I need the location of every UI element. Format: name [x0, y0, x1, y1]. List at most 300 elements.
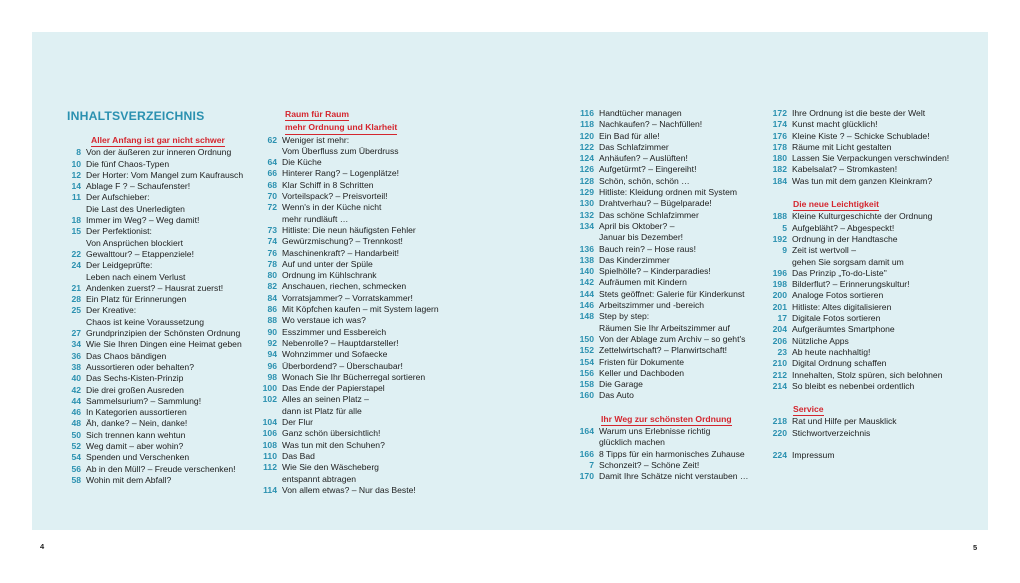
toc-entry-text: Das Ende der Papierstapel [282, 383, 385, 394]
toc-entry-text: Kleine Kulturgeschichte der Ordnung [792, 211, 933, 222]
toc-entry [765, 257, 949, 268]
toc-entry-text: Das Sechs-Kisten-Prinzip [86, 373, 184, 384]
toc-entry [261, 259, 439, 270]
toc-entry-text: Ihre Ordnung ist die beste der Welt [792, 108, 926, 118]
toc-entry-text: Spenden und Verschenken [86, 452, 190, 463]
toc-page-number: 164 [579, 426, 594, 437]
page-number-left: 4 [40, 542, 45, 551]
toc-page-number: 152 [579, 345, 594, 356]
toc-entry [67, 339, 243, 350]
toc-page-number: 86 [267, 304, 277, 315]
toc-entry [261, 293, 439, 304]
toc-entry-text: Die Küche [282, 157, 322, 168]
toc-entry-text: Die drei großen Ausreden [86, 384, 184, 395]
toc-entry [261, 406, 439, 417]
toc-entry [261, 191, 439, 202]
toc-entry-text: Das Auto [599, 390, 634, 401]
toc-page-number: 100 [262, 383, 277, 394]
section-heading [67, 135, 243, 147]
toc-entry-text: Nebenrolle? – Hauptdarsteller! [282, 337, 399, 348]
toc-entry [261, 168, 439, 179]
toc-page-number: 73 [267, 224, 277, 235]
toc-page-number: 204 [772, 324, 787, 335]
toc-page-number: 200 [772, 290, 787, 301]
toc-entry-text: Impressum [792, 450, 835, 461]
toc-entry [261, 214, 439, 225]
toc-page-number: 118 [580, 119, 594, 130]
toc-entry [765, 416, 949, 427]
toc-entry [765, 324, 949, 335]
toc-entry-text: Wo verstaue ich was? [282, 315, 366, 326]
toc-page-number: 138 [579, 254, 594, 265]
toc-entry-text: Das Schlafzimmer [599, 141, 669, 152]
toc-page-number: 98 [267, 371, 277, 382]
toc-entry [67, 215, 243, 226]
toc-entry [261, 338, 439, 349]
toc-entry [765, 153, 949, 164]
toc-entry-text: Ganz schön übersichtlich! [282, 428, 381, 439]
toc-entry-text: Januar bis Dezember! [599, 232, 684, 243]
toc-entry-text: entspannt abtragen [282, 473, 357, 484]
toc-entry [261, 349, 439, 360]
toc-spacer [568, 402, 749, 413]
toc-entry-text: Der Kreative: [86, 305, 137, 316]
toc-entry-text: Die Garage [599, 379, 643, 390]
toc-entry-text: Wohin mit dem Abfall? [86, 474, 172, 485]
toc-entry-text: Auf und unter der Spüle [282, 258, 373, 269]
toc-entry-text: Gewalttour? – Etappenziele! [86, 248, 194, 259]
toc-entry [67, 475, 243, 486]
toc-entry-text: Anschauen, riechen, schmecken [282, 281, 407, 292]
toc-page-number: 210 [772, 358, 787, 369]
toc-page-number: 116 [580, 108, 594, 118]
toc-page-number: 156 [579, 367, 594, 378]
toc-page-number: 224 [772, 450, 787, 461]
toc-page-number: 56 [71, 463, 81, 474]
toc-page-number: 140 [579, 266, 594, 277]
toc-entry-text: Bauch rein? – Hose raus! [599, 243, 696, 254]
toc-page-number: 144 [579, 288, 594, 299]
toc-page-number: 196 [772, 267, 787, 278]
toc-page-number: 50 [71, 429, 81, 440]
toc-entry-text: Digital Ordnung schaffen [792, 358, 887, 369]
toc-entry-text: Aufgetürmt? – Eingereiht! [599, 164, 697, 175]
toc-page-number: 74 [267, 236, 277, 247]
toc-page-number: 21 [71, 282, 81, 293]
toc-page-number: 218 [772, 416, 787, 427]
toc-column-3 [568, 108, 749, 483]
toc-entry [568, 390, 749, 401]
toc-entry-text: gehen Sie sorgsam damit um [792, 256, 904, 267]
toc-page-number: 12 [71, 169, 81, 180]
toc-page-number: 27 [71, 328, 81, 339]
toc-spacer [765, 187, 949, 198]
toc-page-number: 108 [262, 439, 277, 450]
toc-entry [261, 451, 439, 462]
toc-entry [67, 418, 243, 429]
toc-entry-text: Kunst macht glücklich! [792, 119, 878, 130]
toc-page-number: 17 [777, 313, 787, 324]
toc-entry [67, 260, 243, 271]
toc-entry [765, 336, 949, 347]
toc-entry [765, 131, 949, 142]
toc-entry-text: Sich trennen kann wehtun [86, 429, 186, 440]
toc-page-number: 23 [777, 346, 787, 357]
toc-entry [67, 249, 243, 260]
toc-entry [261, 383, 439, 394]
toc-page-number: 158 [579, 379, 594, 390]
toc-entry [765, 108, 949, 119]
toc-entry [765, 302, 949, 313]
section-heading-text: Die neue Leichtigkeit [793, 199, 879, 211]
toc-entry [568, 311, 749, 322]
toc-entry-text: Lassen Sie Verpackungen verschwinden! [792, 153, 950, 164]
toc-page-number: 184 [772, 175, 787, 186]
toc-entry-text: Sammelsurium? – Sammlung! [86, 395, 202, 406]
toc-entry-text: Räume mit Licht gestalten [792, 141, 892, 152]
toc-page-number: 124 [579, 153, 594, 164]
toc-page-number: 15 [71, 226, 81, 237]
toc-entry-text: Klar Schiff in 8 Schritten [282, 179, 374, 190]
toc-entry-text: Was tun mit den Schuhen? [282, 439, 385, 450]
toc-page-number: 104 [262, 417, 277, 428]
toc-entry [568, 131, 749, 142]
toc-page-number: 24 [71, 260, 81, 271]
toc-entry-text: Was tun mit dem ganzen Kleinkram? [792, 175, 933, 186]
toc-entry-text: Aussortieren oder behalten? [86, 361, 194, 372]
toc-spacer [765, 439, 949, 450]
toc-entry-text: Das Prinzip „To-do-Liste" [792, 267, 887, 278]
toc-page-number: 38 [71, 361, 81, 372]
toc-entry [568, 187, 749, 198]
toc-entry [568, 153, 749, 164]
toc-entry-text: Die fünf Chaos-Typen [86, 158, 170, 169]
toc-entry [261, 440, 439, 451]
toc-entry [67, 238, 243, 249]
toc-entry-text: Wie Sie den Wäscheberg [282, 462, 379, 473]
section-heading-text: mehr Ordnung und Klarheit [285, 122, 397, 134]
toc-page-number: 36 [71, 350, 81, 361]
toc-page-number: 136 [579, 243, 594, 254]
toc-page-number: 129 [579, 187, 594, 198]
toc-entry-text: Stichwortverzeichnis [792, 427, 871, 438]
toc-entry [67, 328, 243, 339]
toc-entry [261, 462, 439, 473]
toc-entry-text: Bilderflut? – Erinnerungskultur! [792, 279, 910, 290]
toc-page-number: 58 [71, 474, 81, 485]
toc-entry-text: Keller und Dachboden [599, 367, 685, 378]
toc-entry [568, 232, 749, 243]
toc-entry [568, 244, 749, 255]
toc-entry [765, 290, 949, 301]
toc-entry [261, 225, 439, 236]
toc-page-number: 150 [579, 333, 594, 344]
toc-entry [261, 146, 439, 157]
toc-entry [67, 294, 243, 305]
toc-page-number: 114 [263, 484, 277, 495]
toc-entry [568, 471, 749, 482]
toc-entry [261, 315, 439, 326]
toc-entry [67, 385, 243, 396]
toc-entry-text: Warum uns Erlebnisse richtig [599, 426, 711, 437]
toc-page-number: 72 [267, 202, 277, 213]
toc-entry-text: Das Chaos bändigen [86, 350, 167, 361]
toc-entry [67, 351, 243, 362]
toc-page-number: 14 [71, 181, 81, 192]
toc-page-number: 78 [267, 258, 277, 269]
toc-page-number: 176 [772, 130, 787, 141]
toc-entry [67, 170, 243, 181]
toc-page-number: 5 [782, 222, 787, 233]
toc-entry [261, 135, 439, 146]
toc-entry-text: Weniger ist mehr: [282, 134, 350, 145]
toc-entry [568, 289, 749, 300]
toc-page-number: 28 [71, 294, 81, 305]
toc-page-number: 90 [267, 326, 277, 337]
toc-entry [67, 430, 243, 441]
toc-entry [765, 381, 949, 392]
toc-page-number: 76 [267, 247, 277, 258]
toc-entry-text: Fristen für Dokumente [599, 356, 685, 367]
toc-entry [568, 334, 749, 345]
toc-entry [67, 159, 243, 170]
toc-entry-text: Stets geöffnet: Galerie für Kinderkunst [599, 288, 745, 299]
toc-entry [261, 281, 439, 292]
toc-entry [765, 358, 949, 369]
toc-entry [568, 368, 749, 379]
toc-entry [67, 373, 243, 384]
toc-entry [568, 221, 749, 232]
toc-entry [261, 157, 439, 168]
toc-spacer [765, 392, 949, 403]
toc-entry [67, 362, 243, 373]
toc-entry-text: Vorteilspack? – Preisvorteil! [282, 191, 388, 202]
toc-entry [568, 437, 749, 448]
section-heading-text: Aller Anfang ist gar nicht schwer [91, 135, 225, 147]
toc-page-number: 112 [263, 462, 277, 473]
toc-page-number: 122 [579, 141, 594, 152]
toc-entry [568, 300, 749, 311]
toc-entry-text: Esszimmer und Essbereich [282, 326, 387, 337]
page-title: INHALTSVERZEICHNIS [67, 109, 205, 123]
toc-page-number: 84 [267, 292, 277, 303]
toc-entry [765, 142, 949, 153]
toc-entry [67, 452, 243, 463]
toc-page-number: 64 [267, 157, 277, 168]
toc-entry-text: Chaos ist keine Voraussetzung [86, 316, 204, 327]
toc-entry-text: Digitale Fotos sortieren [792, 313, 881, 324]
toc-entry-text: Schön, schön, schön … [599, 175, 690, 186]
toc-entry [67, 283, 243, 294]
toc-entry [765, 245, 949, 256]
toc-entry [67, 407, 243, 418]
toc-entry-text: Immer im Weg? – Weg damit! [86, 215, 200, 226]
toc-entry-text: Von Ansprüchen blockiert [86, 237, 183, 248]
toc-entry-text: Grundprinzipien der Schönsten Ordnung [86, 328, 241, 339]
toc-entry [568, 164, 749, 175]
toc-entry-text: Ein Platz für Erinnerungen [86, 294, 187, 305]
toc-entry [261, 248, 439, 259]
toc-entry [261, 180, 439, 191]
toc-page-number: 160 [579, 390, 594, 401]
toc-entry-text: Aufräumen mit Kindern [599, 277, 687, 288]
toc-entry [568, 198, 749, 209]
toc-entry-text: Aufgebläht? – Abgespeckt! [792, 222, 895, 233]
toc-page-number: 206 [772, 335, 787, 346]
toc-entry [67, 226, 243, 237]
toc-entry [765, 428, 949, 439]
toc-entry-text: Wenn's in der Küche nicht [282, 202, 382, 213]
toc-entry [568, 379, 749, 390]
toc-page-number: 146 [579, 300, 594, 311]
toc-entry-text: Maschinenkraft? – Handarbeit! [282, 247, 400, 258]
toc-entry-text: Mit Köpfchen kaufen – mit System lagern [282, 304, 439, 315]
toc-entry [67, 305, 243, 316]
toc-entry [765, 223, 949, 234]
toc-page-number: 70 [267, 191, 277, 202]
toc-page-number: 7 [589, 459, 594, 470]
toc-page-number: 10 [71, 158, 81, 169]
toc-page-number: 48 [71, 418, 81, 429]
toc-page-number: 68 [267, 179, 277, 190]
toc-page-number: 102 [262, 394, 277, 405]
toc-entry-text: Das schöne Schlafzimmer [599, 209, 699, 220]
toc-page-number: 214 [772, 380, 787, 391]
toc-entry [765, 347, 949, 358]
section-heading [568, 414, 749, 426]
toc-column-4 [765, 108, 949, 461]
toc-entry [568, 426, 749, 437]
toc-entry [261, 372, 439, 383]
toc-entry [261, 236, 439, 247]
toc-entry [67, 464, 243, 475]
toc-entry [67, 396, 243, 407]
toc-entry-text: Analoge Fotos sortieren [792, 290, 884, 301]
toc-entry [261, 428, 439, 439]
toc-entry-text: Wohnzimmer und Sofaecke [282, 349, 388, 360]
toc-entry [765, 450, 949, 461]
toc-page-number: 174 [772, 119, 787, 130]
toc-page-number: 25 [71, 305, 81, 316]
toc-page-number: 170 [579, 471, 594, 482]
toc-entry-text: Anhäufen? – Auslüften! [599, 153, 688, 164]
toc-entry-text: Nachkaufen? – Nachfüllen! [599, 119, 703, 130]
toc-entry [765, 211, 949, 222]
section-heading [765, 199, 949, 211]
section-heading [765, 404, 949, 416]
toc-entry [765, 234, 949, 245]
toc-entry-text: Wie Sie Ihren Dingen eine Heimat geben [86, 339, 242, 350]
toc-page-number: 172 [772, 108, 787, 118]
toc-entry-text: Ablage F ? – Schaufenster! [86, 181, 191, 192]
toc-entry [765, 176, 949, 187]
toc-entry-text: Hitliste: Die neun häufigsten Fehler [282, 224, 416, 235]
toc-page-number: 120 [579, 130, 594, 141]
toc-entry-text: Weg damit – aber wohin? [86, 441, 184, 452]
toc-entry-text: Ab heute nachhaltig! [792, 346, 871, 357]
toc-page-number: 96 [267, 360, 277, 371]
toc-entry-text: Ab in den Müll? – Freude verschenken! [86, 463, 236, 474]
toc-page-number: 88 [267, 315, 277, 326]
toc-page-number: 34 [71, 339, 81, 350]
toc-entry [568, 119, 749, 130]
toc-page-number: 198 [772, 279, 787, 290]
toc-entry [568, 357, 749, 368]
toc-entry [765, 313, 949, 324]
toc-entry [568, 277, 749, 288]
toc-page-number: 182 [772, 164, 787, 175]
toc-page-number: 62 [267, 134, 277, 145]
toc-page-number: 201 [772, 301, 787, 312]
toc-entry-text: April bis Oktober? – [599, 220, 675, 231]
toc-page-number: 106 [262, 428, 277, 439]
toc-entry [67, 317, 243, 328]
section-heading-text: Service [793, 404, 824, 416]
toc-entry-text: Damit Ihre Schätze nicht verstauben … [599, 471, 749, 482]
toc-page-number: 110 [263, 450, 277, 461]
toc-page-number: 132 [579, 209, 594, 220]
toc-page-number: 82 [267, 281, 277, 292]
toc-entry-text: In Kategorien aussortieren [86, 407, 187, 418]
toc-entry-text: Der Perfektionist: [86, 226, 152, 237]
toc-page-number: 188 [772, 211, 787, 222]
toc-page-number: 192 [772, 233, 787, 244]
toc-entry [261, 270, 439, 281]
toc-entry [261, 417, 439, 428]
toc-entry-text: Räumen Sie Ihr Arbeitszimmer auf [599, 322, 730, 333]
section-heading [261, 109, 439, 121]
toc-entry [261, 485, 439, 496]
toc-entry-text: Hitliste: Altes digitalisieren [792, 301, 892, 312]
toc-entry-text: 8 Tipps für ein harmonisches Zuhause [599, 448, 745, 459]
toc-column-2 [261, 108, 439, 496]
toc-page-number: 11 [71, 192, 81, 203]
toc-entry [67, 192, 243, 203]
toc-entry-text: Das Kinderzimmer [599, 254, 670, 265]
toc-page-number: 180 [772, 153, 787, 164]
toc-entry [261, 327, 439, 338]
toc-page-number: 154 [579, 356, 594, 367]
toc-entry-text: Ordnung in der Handtasche [792, 233, 898, 244]
toc-entry-text: Die Last des Unerledigten [86, 203, 185, 214]
toc-entry [568, 323, 749, 334]
page-number-right: 5 [973, 543, 978, 552]
toc-entry-text: Von allem etwas? – Nur das Beste! [282, 484, 416, 495]
toc-entry [261, 202, 439, 213]
toc-entry [67, 181, 243, 192]
toc-entry-text: Von der Ablage zum Archiv – so geht's [599, 333, 746, 344]
toc-page-number: 22 [71, 248, 81, 259]
toc-entry-text: Alles an seinen Platz – [282, 394, 369, 405]
toc-entry [765, 279, 949, 290]
toc-entry-text: Spielhölle? – Kinderparadies! [599, 266, 711, 277]
toc-page-number: 128 [579, 175, 594, 186]
toc-entry [67, 272, 243, 283]
toc-entry-text: Gewürzmischung? – Trennkost! [282, 236, 403, 247]
toc-entry [67, 204, 243, 215]
toc-entry-text: Von der äußeren zur inneren Ordnung [86, 147, 232, 158]
toc-entry [765, 164, 949, 175]
toc-page-number: 178 [772, 141, 787, 152]
toc-entry-text: Rat und Hilfe per Mausklick [792, 416, 897, 427]
section-heading-text: Raum für Raum [285, 109, 349, 121]
toc-entry-text: Der Horter: Vom Mangel zum Kaufrausch [86, 169, 244, 180]
toc-entry [568, 176, 749, 187]
toc-entry-text: Schonzeit? – Schöne Zeit! [599, 459, 700, 470]
toc-entry-text: Vorratsjammer? – Vorratskammer! [282, 292, 413, 303]
toc-entry-text: mehr rundläuft … [282, 213, 349, 224]
toc-entry-text: Wonach Sie Ihr Bücherregal sortieren [282, 371, 426, 382]
